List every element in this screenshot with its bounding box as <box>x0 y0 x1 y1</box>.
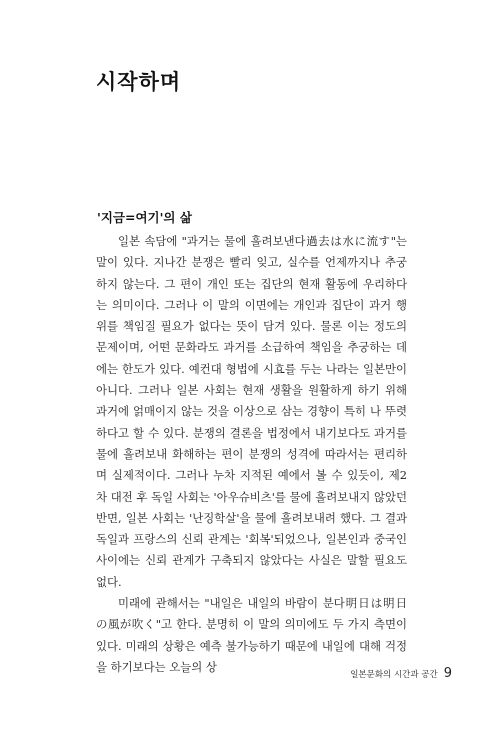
section-heading: '지금=여기'의 삶 <box>97 210 192 225</box>
chapter-title: 시작하며 <box>96 70 182 94</box>
page-number: 9 <box>443 666 452 681</box>
paragraph: 미래에 관해서는 "내일은 내일의 바람이 분다明日は明日の風が吹く"고 한다. 분명히 이 말의 의미에도 두 가지 측면이 있다. 미래의 상황은 예측 불가능하기 때문에 내일에 대해 걱정을 하기보다는 오늘의 상 <box>96 596 407 674</box>
page-footer <box>350 666 452 681</box>
paragraph: 일본 속담에 "과거는 물에 흘려보낸다過去は水に流す"는 말이 있다. 지나간 분쟁은 빨리 잊고, 실수를 언제까지나 추궁하지 않는다. 그 편이 개인 또는 집단의 현재 활동에 우리하다는 의미이다. 그러나 이 말의 이면에는 개인과 집단이 과거 행위를 책임질 필요가 없다는 뜻이 담겨 있다. 물론 이는 정도의 문제이며, 어떤 문화라도 과거를 소급하여 책임을 추궁하는 데에는 한도가 있다. 예컨대 형법에 시효를 두는 나라는 일본만이 아니다. 그러나 일본 사회는 현재 생활을 원활하게 하기 위해 과거에 얽매이지 않는 것을 이상으로 삼는 경향이 특히 나 뚜렷하다고 할 수 있다. 분쟁의 결론을 법정에서 내기보다도 과거를 물에 흘려보내 화해하는 편이 분쟁의 성격에 따라서는 편리하며 실제적이다. 그러나 누차 지적된 예에서 볼 수 있듯이, 제2차 대전 후 독일 사회는 '아우슈비츠'를 물에 흘려보내지 않았던 반면, 일본 사회는 '난징학살'을 물에 흘려보내려 했다. 그 결과 독일과 프랑스의 신뢰 관계는 '회복'되었으나, 일본인과 중국인 사이에는 신뢰 관계가 구축되지 않았다는 사실은 말할 필요도 없다. <box>96 234 407 589</box>
body-text <box>96 231 407 678</box>
running-footer-title: 일본문화의 시간과 공간 <box>350 670 438 680</box>
